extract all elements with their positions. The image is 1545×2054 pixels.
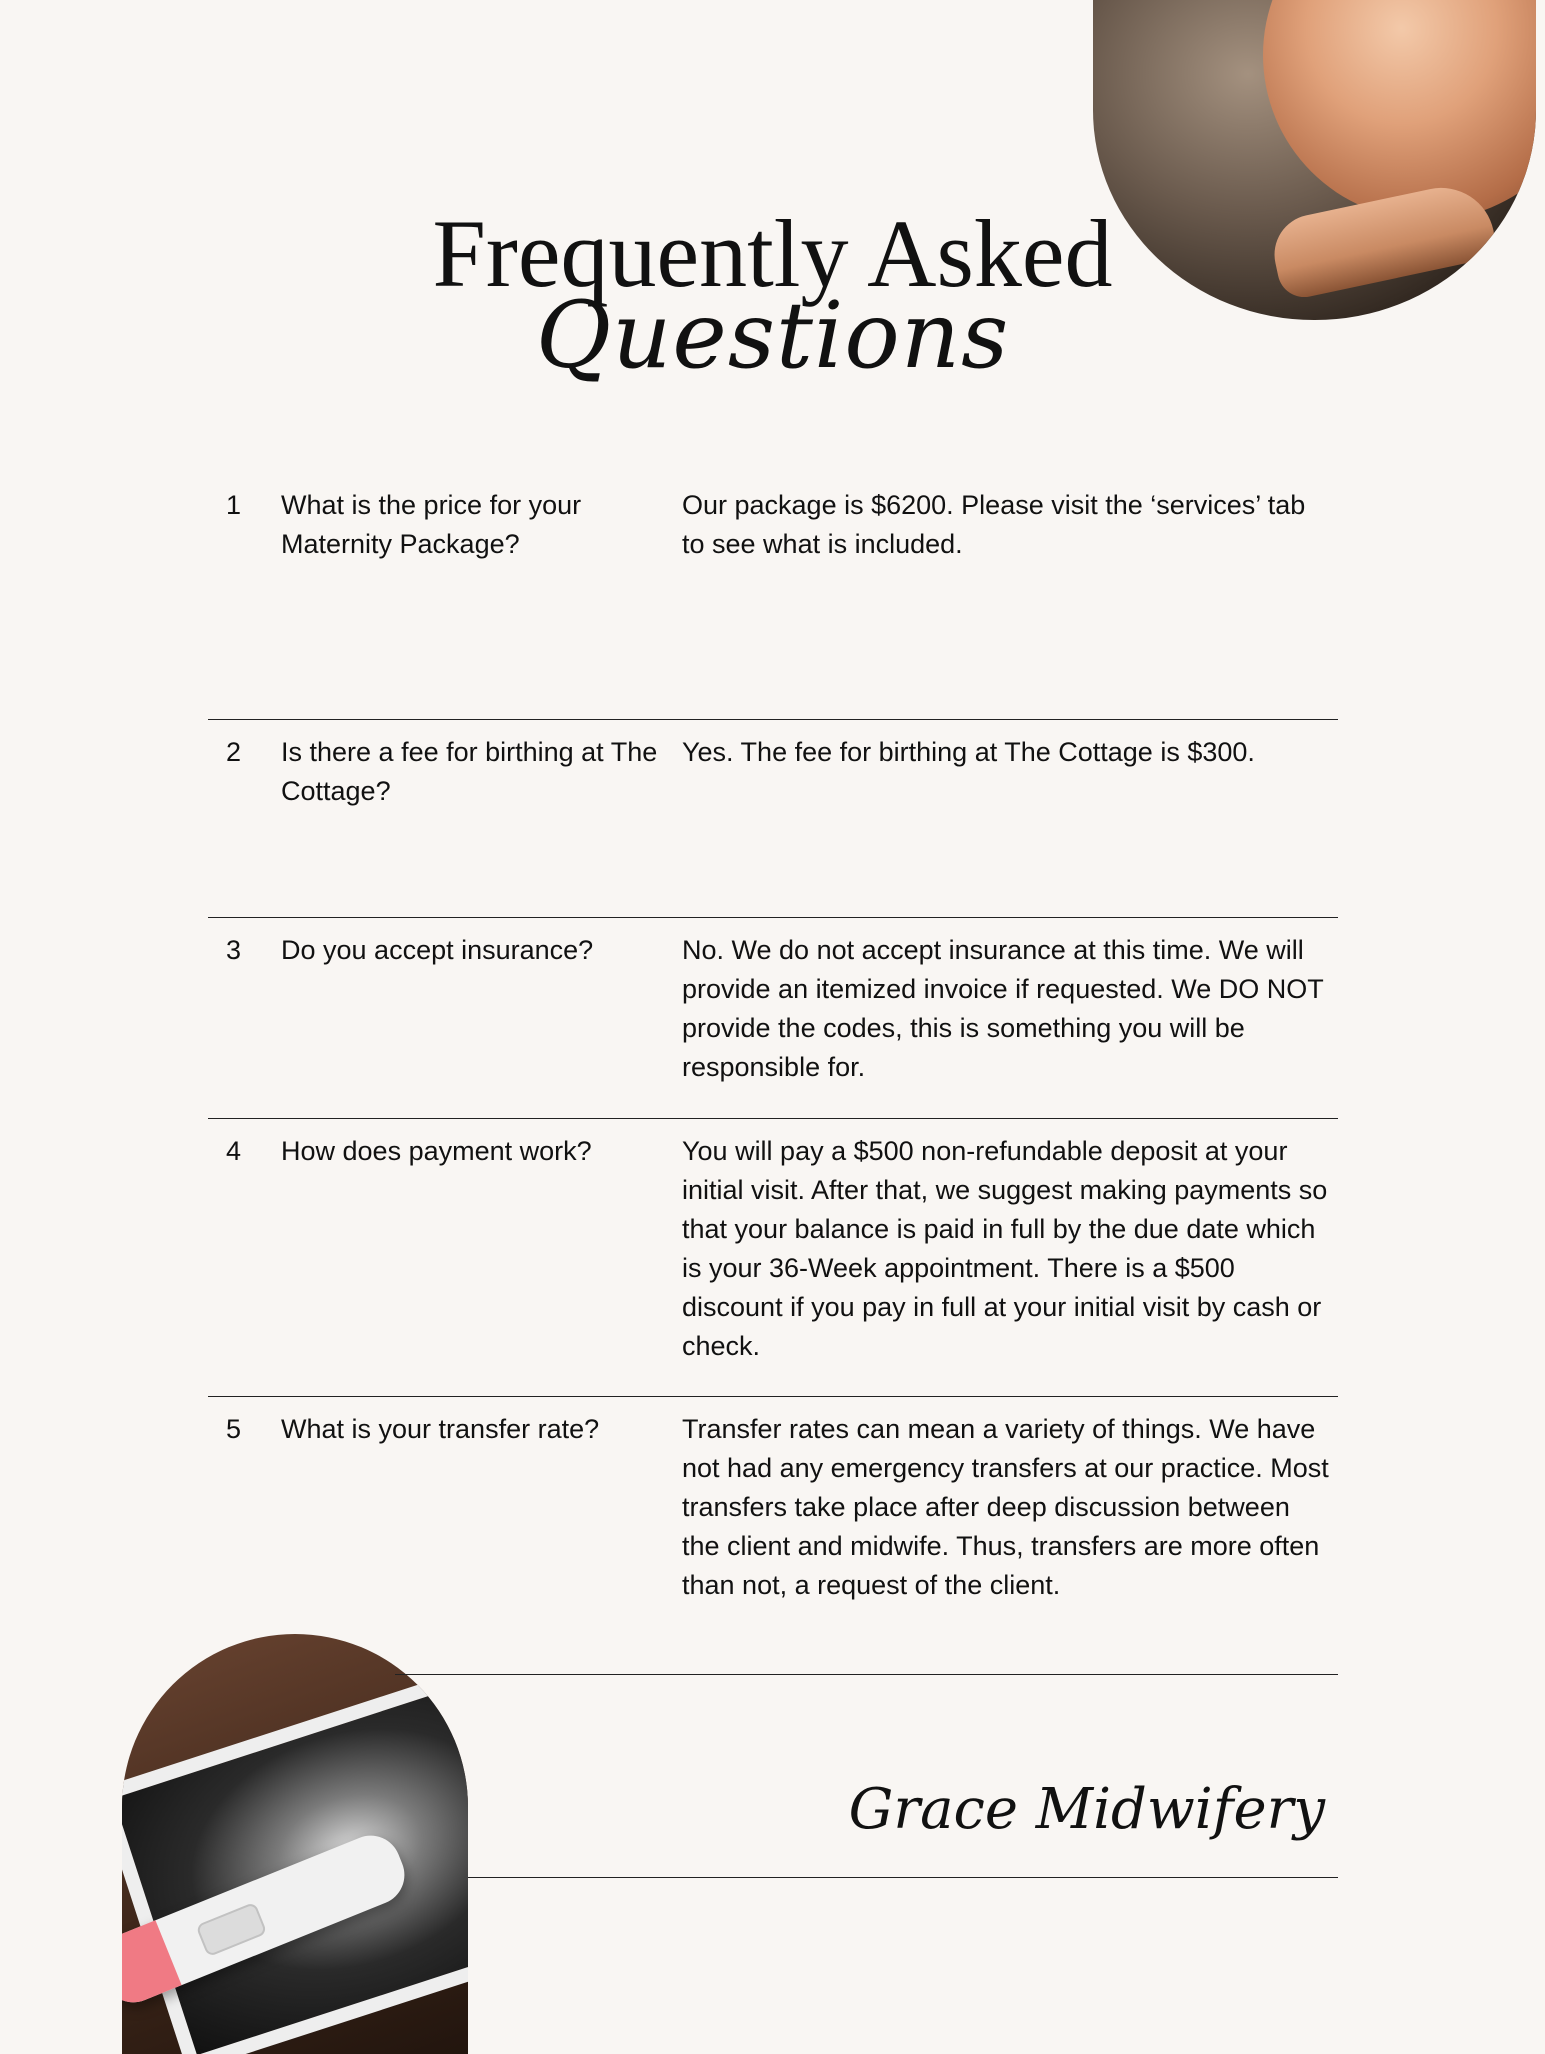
faq-answer: Our package is $6200. Please visit the ‘services’ tab to see what is included. bbox=[682, 490, 1306, 559]
divider bbox=[208, 1396, 1338, 1397]
belly-shape bbox=[1263, 0, 1536, 220]
faq-number: 2 bbox=[226, 737, 242, 767]
pregnancy-test-window bbox=[195, 1902, 267, 1957]
signature-line bbox=[468, 1877, 1338, 1878]
divider bbox=[208, 917, 1338, 918]
divider bbox=[395, 1674, 1338, 1675]
divider bbox=[208, 719, 1338, 720]
faq-answer: No. We do not accept insurance at this time. We will provide an itemized invoice if requested. We DO NOT provide the codes, this is something you will be responsible for. bbox=[682, 935, 1324, 1082]
sonogram-print bbox=[122, 1663, 468, 2054]
divider bbox=[208, 1118, 1338, 1119]
faq-answer: Yes. The fee for birthing at The Cottage is $300. bbox=[682, 737, 1255, 767]
faq-question: Do you accept insurance? bbox=[281, 935, 594, 965]
faq-number: 1 bbox=[226, 490, 242, 520]
faq-question: How does payment work? bbox=[281, 1136, 592, 1166]
faq-number: 5 bbox=[226, 1414, 242, 1444]
faq-number: 3 bbox=[226, 935, 242, 965]
faq-answer: Transfer rates can mean a variety of things. We have not had any emergency transfers at our practice. Most transfers take place after deep discussion between the client and midwife. Thus, transfers are more often than not, a request of the client. bbox=[682, 1414, 1329, 1600]
page-title-script: Questions bbox=[535, 282, 1010, 389]
sonogram-photo bbox=[122, 1634, 468, 2054]
faq-question: What is your transfer rate? bbox=[281, 1414, 600, 1444]
faq-question: Is there a fee for birthing at The Cottage? bbox=[281, 737, 658, 806]
faq-answer: You will pay a $500 non-refundable deposit at your initial visit. After that, we suggest making payments so that your balance is paid in full by the due date which is your 36-Week appointment. There is a $500 discount if you pay in full at your initial visit by cash or check. bbox=[682, 1136, 1328, 1361]
faq-number: 4 bbox=[226, 1136, 242, 1166]
faq-question: What is the price for your Maternity Package? bbox=[281, 490, 582, 559]
signature: Grace Midwifery bbox=[848, 1777, 1325, 1842]
page-title: Frequently Asked bbox=[432, 200, 1113, 307]
